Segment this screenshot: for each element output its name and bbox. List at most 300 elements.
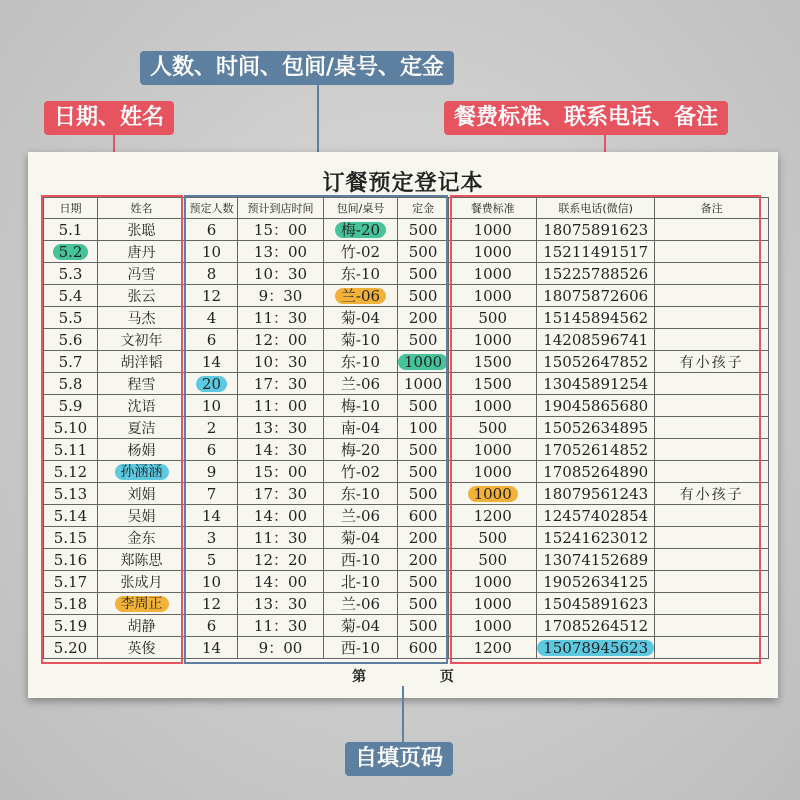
cell-cost-value: 500 bbox=[478, 308, 507, 327]
cell-name[interactable] bbox=[98, 615, 186, 637]
cell-room[interactable] bbox=[324, 549, 398, 571]
cell-deposit[interactable] bbox=[398, 219, 449, 241]
cell-date[interactable] bbox=[44, 395, 98, 417]
cell-time-value: 14：30 bbox=[253, 441, 308, 459]
cell-deposit[interactable] bbox=[398, 593, 449, 615]
table-row bbox=[44, 505, 769, 527]
cell-deposit-value: 500 bbox=[408, 242, 438, 261]
cell-name[interactable] bbox=[98, 285, 186, 307]
cell-deposit[interactable] bbox=[398, 285, 449, 307]
cell-phone[interactable] bbox=[537, 329, 655, 351]
cell-phone-value: 12457402854 bbox=[543, 506, 649, 525]
cell-room-value: 西-10 bbox=[340, 551, 381, 569]
cell-date[interactable] bbox=[44, 571, 98, 593]
cell-time-value: 12：00 bbox=[253, 331, 308, 349]
cell-cost-value: 1200 bbox=[473, 506, 512, 525]
cell-room-value: 西-10 bbox=[340, 639, 381, 657]
cell-date[interactable] bbox=[44, 417, 98, 439]
cell-phone[interactable] bbox=[537, 549, 655, 571]
page-label-suffix: 页 bbox=[439, 669, 454, 685]
table-row bbox=[44, 527, 769, 549]
cell-date-value: 5.9 bbox=[58, 396, 83, 415]
cell-note[interactable] bbox=[655, 351, 769, 373]
cell-name[interactable] bbox=[98, 483, 186, 505]
cell-date[interactable] bbox=[44, 351, 98, 373]
cell-deposit[interactable] bbox=[398, 263, 449, 285]
cell-cost[interactable] bbox=[449, 593, 537, 615]
cell-deposit[interactable] bbox=[398, 505, 449, 527]
cell-cost-value: 1000 bbox=[473, 572, 512, 591]
cell-phone[interactable] bbox=[537, 571, 655, 593]
cell-phone[interactable] bbox=[537, 241, 655, 263]
cell-deposit[interactable] bbox=[398, 615, 449, 637]
cell-note[interactable] bbox=[655, 549, 769, 571]
cell-people[interactable] bbox=[186, 241, 238, 263]
table-row bbox=[44, 417, 769, 439]
sheet-title: 订餐预定登记本 bbox=[322, 170, 484, 196]
cell-name[interactable] bbox=[98, 461, 186, 483]
cell-name[interactable] bbox=[98, 241, 186, 263]
cell-date[interactable] bbox=[44, 549, 98, 571]
cell-deposit-value: 1000 bbox=[398, 354, 448, 370]
cell-date[interactable] bbox=[44, 461, 98, 483]
cell-cost[interactable] bbox=[449, 417, 537, 439]
cell-phone-value: 15052634895 bbox=[543, 418, 649, 437]
cell-time[interactable] bbox=[238, 285, 324, 307]
cell-note[interactable] bbox=[655, 307, 769, 329]
column-header-phone: 联系电话(微信) bbox=[537, 198, 655, 219]
cell-room-value: 菊-04 bbox=[340, 309, 381, 327]
cell-name[interactable] bbox=[98, 329, 186, 351]
cell-room[interactable] bbox=[324, 417, 398, 439]
cell-phone-value: 18075872606 bbox=[543, 286, 649, 305]
cell-note[interactable] bbox=[655, 571, 769, 593]
cell-deposit-value: 500 bbox=[408, 220, 438, 239]
cell-time[interactable] bbox=[238, 373, 324, 395]
cell-people-value: 14 bbox=[201, 638, 222, 657]
cell-people[interactable] bbox=[186, 285, 238, 307]
cell-phone[interactable] bbox=[537, 263, 655, 285]
cell-date-value: 5.15 bbox=[53, 528, 88, 547]
cell-people[interactable] bbox=[186, 417, 238, 439]
cell-room[interactable] bbox=[324, 527, 398, 549]
cell-note[interactable] bbox=[655, 241, 769, 263]
cell-deposit[interactable] bbox=[398, 549, 449, 571]
cell-people-value: 2 bbox=[206, 418, 217, 437]
cell-deposit[interactable] bbox=[398, 373, 449, 395]
cell-time[interactable] bbox=[238, 219, 324, 241]
column-header-room: 包间/桌号 bbox=[324, 198, 398, 219]
cell-phone[interactable] bbox=[537, 219, 655, 241]
cell-name[interactable] bbox=[98, 439, 186, 461]
cell-note[interactable] bbox=[655, 439, 769, 461]
cell-people-value: 10 bbox=[201, 572, 222, 591]
cell-time[interactable] bbox=[238, 395, 324, 417]
cell-phone[interactable] bbox=[537, 527, 655, 549]
cell-time-value: 11：00 bbox=[253, 397, 308, 415]
table-row bbox=[44, 461, 769, 483]
cell-time-value: 14：00 bbox=[253, 573, 308, 591]
table-row bbox=[44, 329, 769, 351]
cell-note[interactable] bbox=[655, 329, 769, 351]
cell-note-value: 有小孩子 bbox=[679, 354, 744, 371]
cell-cost[interactable] bbox=[449, 461, 537, 483]
cell-date[interactable] bbox=[44, 373, 98, 395]
cell-date[interactable] bbox=[44, 439, 98, 461]
cell-room[interactable] bbox=[324, 285, 398, 307]
cell-people-value: 10 bbox=[201, 396, 222, 415]
cell-cost-value: 1000 bbox=[468, 486, 518, 502]
cell-deposit-value: 500 bbox=[408, 572, 438, 591]
cell-people[interactable] bbox=[186, 549, 238, 571]
cell-name[interactable] bbox=[98, 549, 186, 571]
cell-phone-value: 13045891254 bbox=[543, 374, 649, 393]
cell-time[interactable] bbox=[238, 351, 324, 373]
cell-people[interactable] bbox=[186, 527, 238, 549]
cell-cost-value: 1000 bbox=[473, 440, 512, 459]
cell-phone-value: 17085264890 bbox=[543, 462, 649, 481]
cell-time-value: 17：30 bbox=[253, 485, 308, 503]
cell-room-value: 北-10 bbox=[340, 573, 381, 591]
cell-date[interactable] bbox=[44, 329, 98, 351]
cell-room[interactable] bbox=[324, 329, 398, 351]
cell-people[interactable] bbox=[186, 483, 238, 505]
cell-cost[interactable] bbox=[449, 285, 537, 307]
cell-time[interactable] bbox=[238, 571, 324, 593]
cell-cost[interactable] bbox=[449, 241, 537, 263]
cell-deposit-value: 500 bbox=[408, 396, 438, 415]
cell-phone[interactable] bbox=[537, 483, 655, 505]
cell-name[interactable] bbox=[98, 263, 186, 285]
cell-room[interactable] bbox=[324, 395, 398, 417]
cell-note[interactable] bbox=[655, 263, 769, 285]
cell-name[interactable] bbox=[98, 417, 186, 439]
cell-phone-value: 15225788526 bbox=[543, 264, 649, 283]
cell-phone-value: 18079561243 bbox=[543, 484, 649, 503]
cell-people[interactable] bbox=[186, 439, 238, 461]
cell-time[interactable] bbox=[238, 637, 324, 659]
cell-time-value: 17：30 bbox=[253, 375, 308, 393]
cell-name-value: 金东 bbox=[127, 530, 156, 547]
cell-date[interactable] bbox=[44, 241, 98, 263]
cell-cost[interactable] bbox=[449, 439, 537, 461]
cell-phone-value: 13074152689 bbox=[543, 550, 649, 569]
cell-date[interactable] bbox=[44, 593, 98, 615]
cell-note[interactable] bbox=[655, 527, 769, 549]
cell-name[interactable] bbox=[98, 637, 186, 659]
cell-room-value: 竹-02 bbox=[340, 243, 381, 261]
cell-name-value: 马杰 bbox=[127, 310, 156, 327]
cell-name-value: 张成月 bbox=[120, 574, 163, 591]
cell-room-value: 菊-04 bbox=[340, 529, 381, 547]
table-row bbox=[44, 307, 769, 329]
cell-note[interactable] bbox=[655, 417, 769, 439]
cell-deposit-value: 500 bbox=[408, 286, 438, 305]
cell-cost-value: 1000 bbox=[473, 462, 512, 481]
cell-time[interactable] bbox=[238, 241, 324, 263]
cell-cost[interactable] bbox=[449, 505, 537, 527]
table-row bbox=[44, 615, 769, 637]
cell-date[interactable] bbox=[44, 637, 98, 659]
cell-room[interactable] bbox=[324, 505, 398, 527]
cell-room[interactable] bbox=[324, 373, 398, 395]
cell-deposit[interactable] bbox=[398, 439, 449, 461]
table-row bbox=[44, 263, 769, 285]
cell-cost[interactable] bbox=[449, 483, 537, 505]
cell-note[interactable] bbox=[655, 461, 769, 483]
cell-date-value: 5.13 bbox=[53, 484, 88, 503]
cell-people[interactable] bbox=[186, 593, 238, 615]
cell-deposit[interactable] bbox=[398, 483, 449, 505]
cell-room-value: 兰-06 bbox=[335, 288, 386, 304]
cell-note[interactable] bbox=[655, 615, 769, 637]
cell-cost[interactable] bbox=[449, 637, 537, 659]
cell-phone[interactable] bbox=[537, 505, 655, 527]
cell-people[interactable] bbox=[186, 219, 238, 241]
cell-phone[interactable] bbox=[537, 395, 655, 417]
cell-cost-value: 1000 bbox=[473, 264, 512, 283]
cell-room[interactable] bbox=[324, 351, 398, 373]
cell-time[interactable] bbox=[238, 505, 324, 527]
cell-note[interactable] bbox=[655, 285, 769, 307]
cell-room-value: 梅-20 bbox=[335, 222, 386, 238]
cell-people[interactable] bbox=[186, 395, 238, 417]
cell-time-value: 12：20 bbox=[253, 551, 308, 569]
cell-cost[interactable] bbox=[449, 263, 537, 285]
cell-time[interactable] bbox=[238, 329, 324, 351]
cell-name[interactable] bbox=[98, 395, 186, 417]
cell-date[interactable] bbox=[44, 263, 98, 285]
cell-cost-value: 500 bbox=[478, 528, 507, 547]
cell-phone-value: 15045891623 bbox=[543, 594, 649, 613]
cell-deposit[interactable] bbox=[398, 527, 449, 549]
cell-phone-value: 15052647852 bbox=[543, 352, 649, 371]
cell-phone[interactable] bbox=[537, 615, 655, 637]
cell-people[interactable] bbox=[186, 329, 238, 351]
cell-time[interactable] bbox=[238, 461, 324, 483]
cell-time-value: 15：00 bbox=[253, 221, 308, 239]
cell-people[interactable] bbox=[186, 505, 238, 527]
cell-people[interactable] bbox=[186, 571, 238, 593]
cell-time[interactable] bbox=[238, 307, 324, 329]
table-row bbox=[44, 285, 769, 307]
cell-deposit-value: 500 bbox=[408, 484, 438, 503]
cell-phone-value: 15078945623 bbox=[537, 640, 654, 656]
reservation-sheet bbox=[28, 152, 778, 698]
cell-time[interactable] bbox=[238, 615, 324, 637]
cell-date[interactable] bbox=[44, 285, 98, 307]
cell-date[interactable] bbox=[44, 615, 98, 637]
cell-phone[interactable] bbox=[537, 439, 655, 461]
cell-name-value: 郑陈思 bbox=[120, 552, 163, 569]
cell-cost[interactable] bbox=[449, 571, 537, 593]
cell-deposit-value: 500 bbox=[408, 616, 438, 635]
cell-note[interactable] bbox=[655, 593, 769, 615]
cell-phone-value: 15145894562 bbox=[543, 308, 649, 327]
cell-deposit[interactable] bbox=[398, 637, 449, 659]
cell-people-value: 4 bbox=[206, 308, 217, 327]
cell-people[interactable] bbox=[186, 373, 238, 395]
cell-room[interactable] bbox=[324, 637, 398, 659]
cell-phone[interactable] bbox=[537, 417, 655, 439]
cell-phone[interactable] bbox=[537, 637, 655, 659]
cell-time-value: 13：00 bbox=[253, 243, 308, 261]
cell-name[interactable] bbox=[98, 527, 186, 549]
cell-name[interactable] bbox=[98, 505, 186, 527]
cell-room-value: 梅-20 bbox=[340, 441, 381, 459]
cell-room-value: 东-10 bbox=[340, 485, 381, 503]
column-header-note: 备注 bbox=[655, 198, 769, 219]
cell-time[interactable] bbox=[238, 483, 324, 505]
table-row bbox=[44, 373, 769, 395]
cell-room-value: 菊-04 bbox=[340, 617, 381, 635]
cell-date[interactable] bbox=[44, 527, 98, 549]
table-row bbox=[44, 637, 769, 659]
cell-room[interactable] bbox=[324, 593, 398, 615]
cell-people-value: 5 bbox=[206, 550, 217, 569]
column-header-name: 姓名 bbox=[98, 198, 186, 219]
cell-name[interactable] bbox=[98, 571, 186, 593]
cell-name[interactable] bbox=[98, 593, 186, 615]
cell-date-value: 5.3 bbox=[58, 264, 83, 283]
cell-date-value: 5.16 bbox=[53, 550, 88, 569]
cell-phone[interactable] bbox=[537, 373, 655, 395]
cell-cost[interactable] bbox=[449, 527, 537, 549]
cell-time[interactable] bbox=[238, 439, 324, 461]
cell-phone-value: 17085264512 bbox=[543, 616, 649, 635]
cell-people[interactable] bbox=[186, 615, 238, 637]
cell-deposit-value: 500 bbox=[408, 330, 438, 349]
cell-cost[interactable] bbox=[449, 351, 537, 373]
cell-name[interactable] bbox=[98, 373, 186, 395]
cell-deposit-value: 1000 bbox=[404, 374, 443, 393]
cell-deposit[interactable] bbox=[398, 241, 449, 263]
cell-time-value: 9：30 bbox=[258, 287, 303, 305]
column-header-date: 日期 bbox=[44, 198, 98, 219]
cell-cost-value: 1000 bbox=[473, 242, 512, 261]
cell-room[interactable] bbox=[324, 615, 398, 637]
cell-name-value: 吴娟 bbox=[127, 508, 156, 525]
cell-date[interactable] bbox=[44, 219, 98, 241]
cell-time-value: 13：30 bbox=[253, 419, 308, 437]
cell-deposit[interactable] bbox=[398, 329, 449, 351]
cell-cost-value: 1200 bbox=[473, 638, 512, 657]
table-row bbox=[44, 395, 769, 417]
cell-time[interactable] bbox=[238, 549, 324, 571]
cell-room-value: 东-10 bbox=[340, 265, 381, 283]
cell-deposit[interactable] bbox=[398, 461, 449, 483]
cell-people-value: 12 bbox=[201, 286, 222, 305]
cell-people[interactable] bbox=[186, 461, 238, 483]
cell-cost[interactable] bbox=[449, 615, 537, 637]
cell-name[interactable] bbox=[98, 351, 186, 373]
cell-deposit[interactable] bbox=[398, 395, 449, 417]
cell-people[interactable] bbox=[186, 263, 238, 285]
cell-phone[interactable] bbox=[537, 461, 655, 483]
cell-room[interactable] bbox=[324, 263, 398, 285]
cell-cost-value: 500 bbox=[478, 550, 507, 569]
cell-name-value: 冯雪 bbox=[127, 266, 156, 283]
cell-time[interactable] bbox=[238, 263, 324, 285]
cell-date-value: 5.5 bbox=[58, 308, 83, 327]
cell-phone-value: 14208596741 bbox=[543, 330, 649, 349]
cell-name-value: 张云 bbox=[127, 288, 156, 305]
cell-note[interactable] bbox=[655, 505, 769, 527]
cell-room[interactable] bbox=[324, 483, 398, 505]
cell-cost[interactable] bbox=[449, 373, 537, 395]
cell-name-value: 李周正 bbox=[115, 596, 169, 612]
cell-date[interactable] bbox=[44, 307, 98, 329]
cell-people[interactable] bbox=[186, 637, 238, 659]
cell-cost[interactable] bbox=[449, 219, 537, 241]
cell-name-value: 刘娟 bbox=[127, 486, 156, 503]
cell-room[interactable] bbox=[324, 571, 398, 593]
cell-note[interactable] bbox=[655, 395, 769, 417]
page-number-field[interactable] bbox=[28, 666, 778, 686]
cell-room[interactable] bbox=[324, 439, 398, 461]
cell-note[interactable] bbox=[655, 483, 769, 505]
cell-name[interactable] bbox=[98, 219, 186, 241]
cell-cost-value: 1000 bbox=[473, 330, 512, 349]
table-row bbox=[44, 571, 769, 593]
cell-room[interactable] bbox=[324, 307, 398, 329]
cell-date[interactable] bbox=[44, 505, 98, 527]
cell-deposit[interactable] bbox=[398, 351, 449, 373]
cell-cost[interactable] bbox=[449, 549, 537, 571]
cell-room[interactable] bbox=[324, 219, 398, 241]
cell-name-value: 沈语 bbox=[127, 398, 156, 415]
cell-note[interactable] bbox=[655, 219, 769, 241]
cell-people[interactable] bbox=[186, 307, 238, 329]
cell-time-value: 11：30 bbox=[253, 617, 308, 635]
cell-phone-value: 17052614852 bbox=[543, 440, 649, 459]
cell-cost[interactable] bbox=[449, 307, 537, 329]
cell-room[interactable] bbox=[324, 241, 398, 263]
cell-phone[interactable] bbox=[537, 307, 655, 329]
cell-deposit[interactable] bbox=[398, 571, 449, 593]
cell-date[interactable] bbox=[44, 483, 98, 505]
cell-name-value: 杨娟 bbox=[127, 442, 156, 459]
cell-name[interactable] bbox=[98, 307, 186, 329]
cell-date-value: 5.14 bbox=[53, 506, 88, 525]
cell-phone[interactable] bbox=[537, 593, 655, 615]
cell-phone[interactable] bbox=[537, 351, 655, 373]
cell-cost-value: 1000 bbox=[473, 616, 512, 635]
cell-room-value: 兰-06 bbox=[340, 595, 381, 613]
cell-note[interactable] bbox=[655, 637, 769, 659]
cell-deposit[interactable] bbox=[398, 417, 449, 439]
cell-cost-value: 1000 bbox=[473, 396, 512, 415]
cell-phone[interactable] bbox=[537, 285, 655, 307]
cell-cost[interactable] bbox=[449, 329, 537, 351]
cell-room[interactable] bbox=[324, 461, 398, 483]
cell-people[interactable] bbox=[186, 351, 238, 373]
cell-time[interactable] bbox=[238, 527, 324, 549]
cell-deposit-value: 500 bbox=[408, 264, 438, 283]
cell-people-value: 9 bbox=[206, 462, 217, 481]
cell-phone-value: 15211491517 bbox=[543, 242, 649, 261]
cell-time[interactable] bbox=[238, 417, 324, 439]
cell-date-value: 5.11 bbox=[53, 440, 88, 459]
table-row bbox=[44, 439, 769, 461]
cell-note[interactable] bbox=[655, 373, 769, 395]
cell-deposit[interactable] bbox=[398, 307, 449, 329]
cell-cost[interactable] bbox=[449, 395, 537, 417]
column-header-people: 预定人数 bbox=[186, 198, 238, 219]
cell-time[interactable] bbox=[238, 593, 324, 615]
cell-name-value: 程雪 bbox=[127, 376, 156, 393]
cell-name-value: 英俊 bbox=[127, 640, 156, 657]
